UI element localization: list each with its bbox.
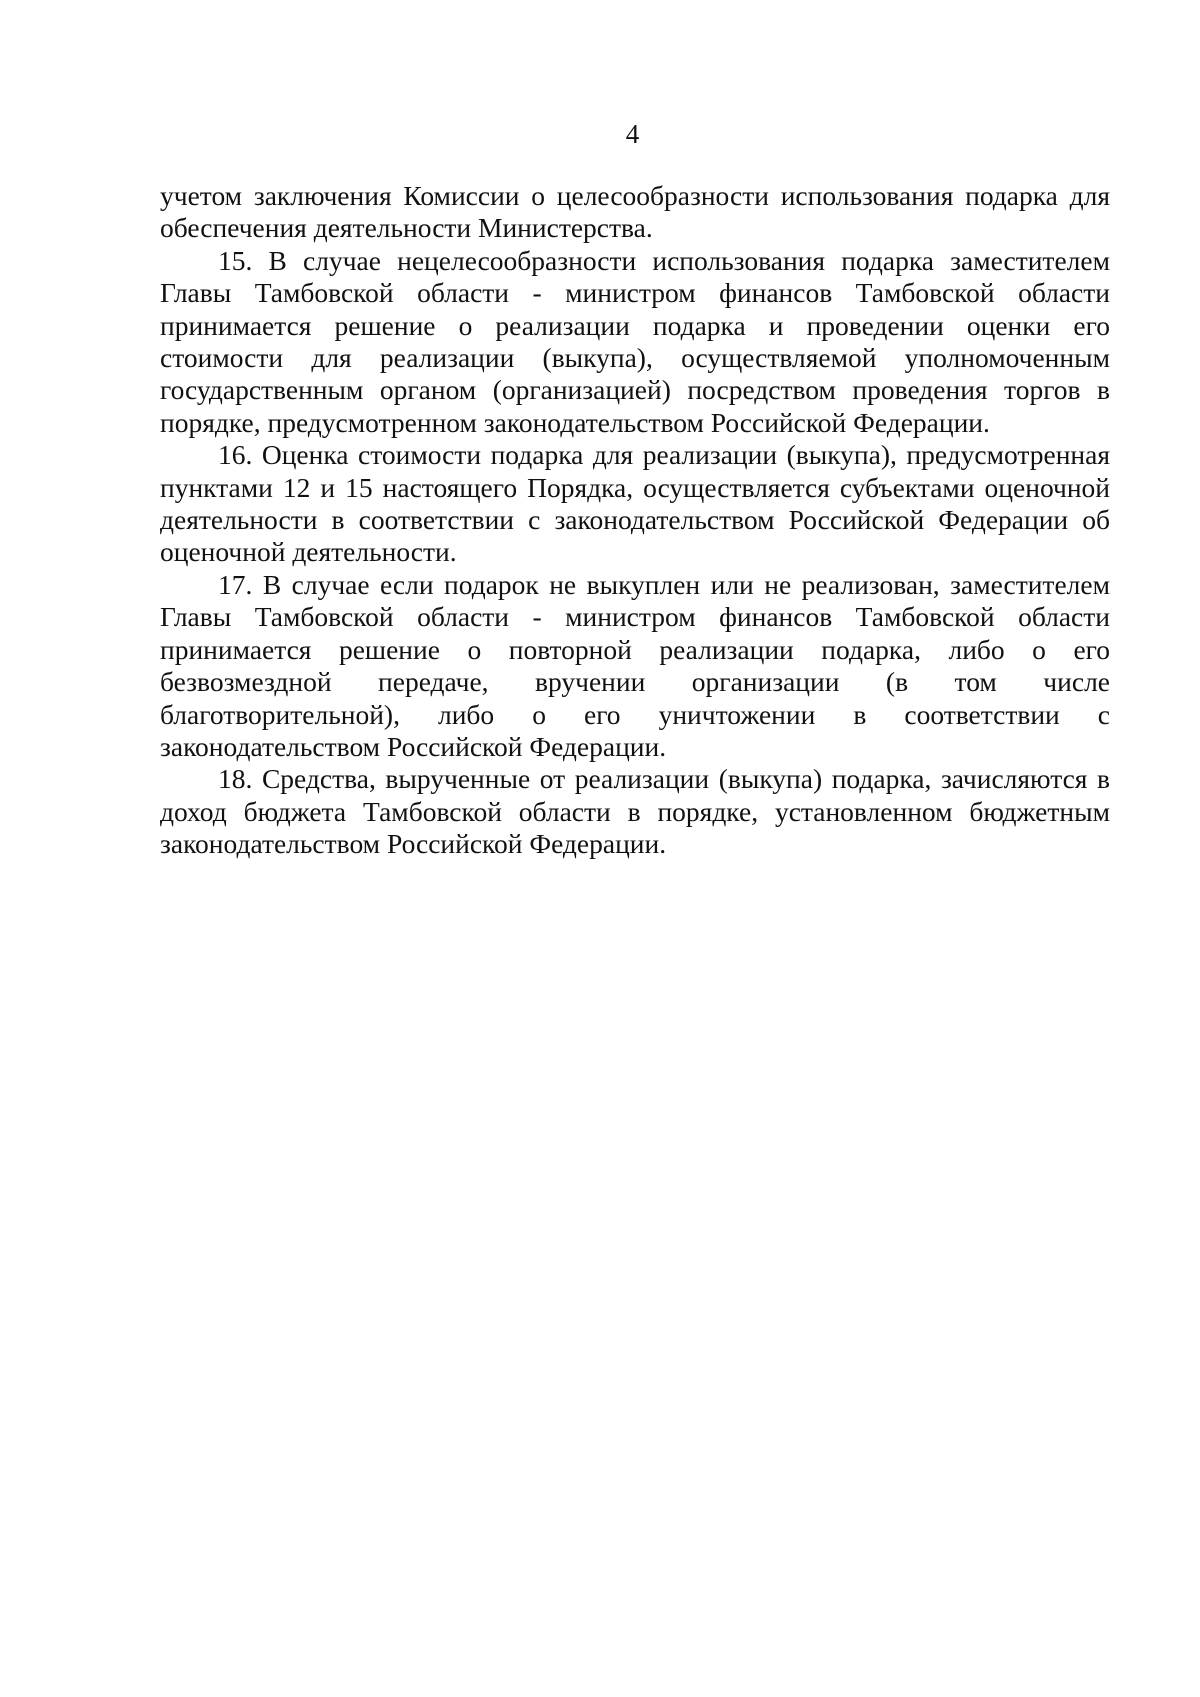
paragraph-18: 18. Средства, вырученные от реализации (выкупа) подарка, зачисляются в доход бюджета Тамбовской области в порядке, установленном бюджетным законодательством Российской Федерации. bbox=[160, 763, 1110, 860]
paragraph-17: 17. В случае если подарок не выкуплен или не реализован, заместителем Главы Тамбовской области - министром финансов Тамбовской области принимается решение о повторной реализации подарка, либо о его безвозмездной передаче, вручении организации (в том числе благотворительной), либо о его уничтожении в соответствии с законодательством Российской Федерации. bbox=[160, 568, 1110, 762]
paragraph-16: 16. Оценка стоимости подарка для реализации (выкупа), предусмотренная пунктами 12 и 15 настоящего Порядка, осуществляется субъектами оценочной деятельности в соответствии с законодательством Российской Федерации об оценочной деятельности. bbox=[160, 439, 1110, 568]
page-number: 4 bbox=[625, 119, 640, 149]
paragraph-15: 15. В случае нецелесообразности использования подарка заместителем Главы Тамбовской области - министром финансов Тамбовской области принимается решение о реализации подарка и проведении оценки его стоимости для реализации (выкупа), осуществляемой уполномоченным государственным органом (организацией) посредством проведения торгов в порядке, предусмотренном законодательством Российской Федерации. bbox=[160, 244, 1110, 438]
paragraph-continuation: учетом заключения Комиссии о целесообразности использования подарка для обеспечения деятельности Министерства. bbox=[160, 180, 1110, 244]
document-body bbox=[160, 180, 1110, 861]
